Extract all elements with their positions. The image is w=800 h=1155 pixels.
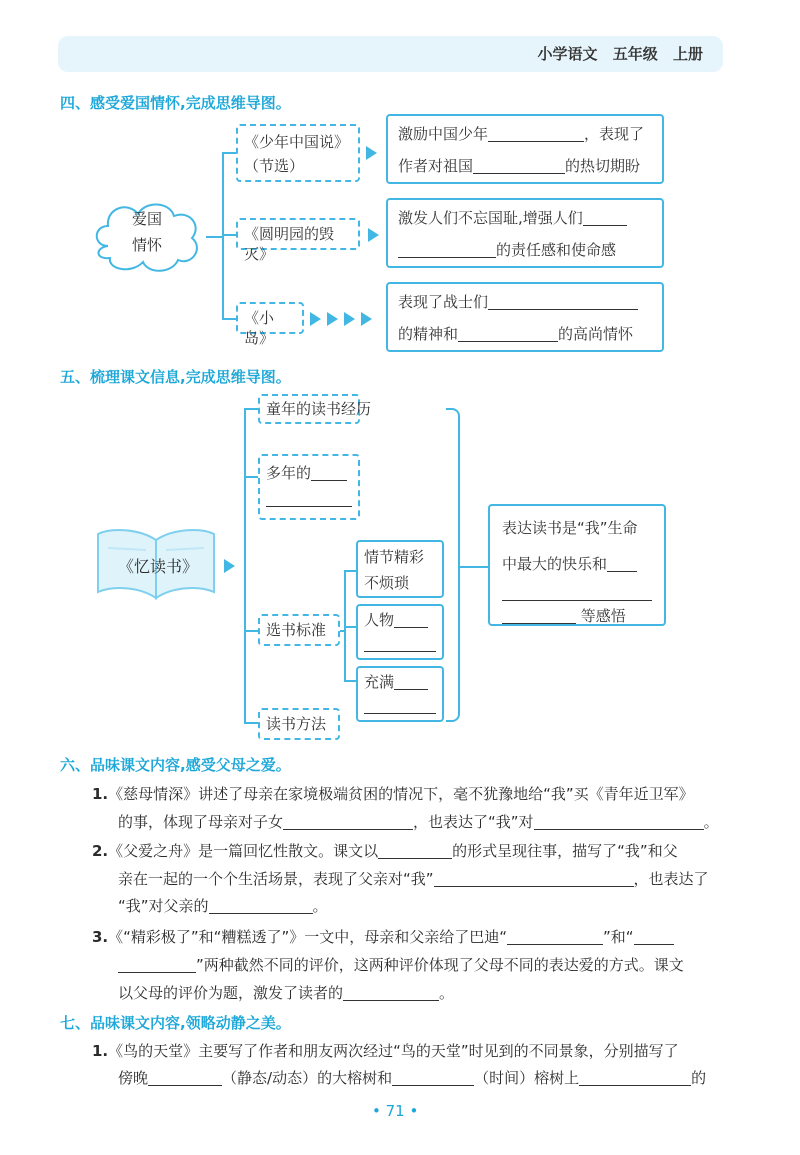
s5-sub-branch-1 xyxy=(344,570,356,572)
s5-sub-branch-3 xyxy=(344,680,356,682)
s5-sub-connector xyxy=(340,630,346,632)
result-blank-3[interactable] xyxy=(502,605,576,624)
answer-1-blank-1[interactable] xyxy=(488,123,584,142)
s5-trunk-line xyxy=(244,408,246,722)
q6-3-blank-3[interactable] xyxy=(118,954,196,973)
s5-branch-1 xyxy=(244,408,258,410)
sub-character-blank-1[interactable] xyxy=(394,609,428,628)
answer-box-1 xyxy=(386,114,664,184)
sub-full-blank-2[interactable] xyxy=(364,695,436,714)
branch-selection: 选书标准 xyxy=(258,614,340,646)
branch-years xyxy=(258,454,360,520)
s4-branch-1 xyxy=(222,152,236,154)
answer-2-text-a: 激发人们不忘国耻,增强人们 xyxy=(398,209,583,227)
q6-3-line-1: 3.《“精彩极了”和“糟糕透了”》一文中，母亲和父亲给了巴迪“ ”和“ xyxy=(92,926,674,947)
answer-3-text-a: 表现了战士们 xyxy=(398,293,489,311)
sub-full-blank-1[interactable] xyxy=(394,671,428,690)
s4-center-connector xyxy=(206,236,222,238)
header-grade: 五年级 xyxy=(612,45,658,63)
s5-result-connector xyxy=(460,566,488,568)
branch-childhood: 童年的读书经历 xyxy=(258,394,360,424)
q7-1-line-2: 傍晚 （静态/动态）的大榕树和 （时间）榕树上 的 xyxy=(118,1069,707,1087)
result-box xyxy=(488,504,666,626)
answer-1-text-d: 的热切期盼 xyxy=(565,157,641,175)
section-7-title: 七、品味课文内容,领略动静之美。 xyxy=(60,1014,291,1032)
sub-plot-line-1: 情节精彩 xyxy=(364,548,425,566)
sub-full xyxy=(356,666,444,722)
q6-3-blank-2[interactable] xyxy=(634,926,674,945)
branch-method: 读书方法 xyxy=(258,708,340,740)
q6-2-blank-1[interactable] xyxy=(378,840,452,859)
center-line-1: 爱国 xyxy=(132,210,163,228)
section-4-title: 四、感受爱国情怀,完成思维导图。 xyxy=(60,94,291,112)
text-title-1-sub: （节选） xyxy=(244,157,305,175)
header-volume: 上册 xyxy=(672,45,703,63)
answer-3-blank-2[interactable] xyxy=(458,323,558,342)
q6-2-blank-2[interactable] xyxy=(434,868,634,887)
answer-1-text-b: ，表现了 xyxy=(584,125,645,143)
header-text xyxy=(537,43,703,64)
answer-box-3 xyxy=(386,282,664,352)
s5-arrow xyxy=(224,558,235,577)
sub-character xyxy=(356,604,444,660)
result-line-3: 等感悟 xyxy=(580,607,626,625)
answer-2-blank-1[interactable] xyxy=(583,207,627,226)
page-number: • 71 • xyxy=(372,1102,419,1120)
result-line-1: 表达读书是“我”生命 xyxy=(502,519,638,537)
branch-years-blank-2[interactable] xyxy=(266,488,352,507)
q6-1-line-1: 1.《慈母情深》讲述了母亲在家境极端贫困的情况下，毫不犹豫地给“我”买《青年近卫军》 xyxy=(92,785,694,803)
sub-plot xyxy=(356,540,444,598)
sub-character-blank-2[interactable] xyxy=(364,633,436,652)
result-blank-1[interactable] xyxy=(607,553,637,572)
q6-2-line-1: 2.《父爱之舟》是一篇回忆性散文。课文以 的形式呈现往事，描写了“我”和父 xyxy=(92,842,678,860)
section-5-title: 五、梳理课文信息,完成思维导图。 xyxy=(60,368,291,386)
answer-2-text-b: 的责任感和使命感 xyxy=(496,241,617,259)
s4-branch-3 xyxy=(222,318,236,320)
q6-1-blank-1[interactable] xyxy=(283,811,413,830)
q6-2-line-3: “我”对父亲的 。 xyxy=(118,897,328,915)
result-blank-2[interactable] xyxy=(502,582,652,601)
q6-1-blank-2[interactable] xyxy=(534,811,704,830)
text-box-yuanmingyuan: 《圆明园的毁灭》 xyxy=(236,218,360,250)
q6-1-line-2: 的事，体现了母亲对子女 ，也表达了“我”对 。 xyxy=(118,813,719,831)
answer-1-blank-2[interactable] xyxy=(473,155,565,174)
s5-center-title: 《忆读书》 xyxy=(118,557,199,576)
branch-years-text: 多年的 xyxy=(266,464,312,482)
s5-branch-2 xyxy=(244,476,258,478)
q7-1-blank-1[interactable] xyxy=(148,1067,222,1086)
answer-3-text-b: 的精神和 xyxy=(398,325,459,343)
result-line-2: 中最大的快乐和 xyxy=(502,555,608,573)
answer-2-blank-2[interactable] xyxy=(398,239,496,258)
s5-sub-branch-2 xyxy=(344,626,356,628)
s5-right-bracket xyxy=(446,408,460,722)
center-line-2: 情怀 xyxy=(132,236,163,254)
header-bar xyxy=(58,36,723,72)
arrow-1 xyxy=(366,145,377,164)
s4-branch-2 xyxy=(222,234,236,236)
header-subject: 小学语文 xyxy=(537,45,598,63)
s5-branch-4 xyxy=(244,722,258,724)
sub-plot-line-2: 不烦琐 xyxy=(364,574,410,592)
q6-3-line-2: ”两种截然不同的评价，这两种评价体现了父母不同的表达爱的方式。课文 xyxy=(118,954,684,975)
q6-2-blank-3[interactable] xyxy=(209,895,313,914)
text-title-1: 《少年中国说》 xyxy=(244,133,350,151)
arrow-group-3 xyxy=(310,311,372,330)
sub-character-text: 人物 xyxy=(364,611,395,629)
answer-1-text-a: 激励中国少年 xyxy=(398,125,489,143)
q7-1-blank-3[interactable] xyxy=(579,1067,691,1086)
q6-2-line-2: 亲在一起的一个个生活场景，表现了父亲对“我” ，也表达了 xyxy=(118,870,709,888)
answer-1-text-c: 作者对祖国 xyxy=(398,157,474,175)
q6-3-line-3: 以父母的评价为题，激发了读者的 。 xyxy=(118,984,455,1002)
s5-branch-3 xyxy=(244,630,258,632)
q7-1-line-1: 1.《鸟的天堂》主要写了作者和朋友两次经过“鸟的天堂”时见到的不同景象，分别描写了 xyxy=(92,1042,679,1060)
s5-sub-trunk xyxy=(344,570,346,680)
q7-1-blank-2[interactable] xyxy=(392,1067,474,1086)
q6-3-blank-1[interactable] xyxy=(507,926,603,945)
answer-3-text-c: 的高尚情怀 xyxy=(558,325,634,343)
q6-3-blank-4[interactable] xyxy=(343,982,439,1001)
sub-full-text: 充满 xyxy=(364,673,395,691)
arrow-2 xyxy=(368,227,379,246)
branch-years-blank-1[interactable] xyxy=(311,462,347,481)
answer-3-blank-1[interactable] xyxy=(488,291,638,310)
text-box-xiaodao: 《小岛》 xyxy=(236,302,304,334)
text-box-shaonian xyxy=(236,124,360,182)
section-6-title: 六、品味课文内容,感受父母之爱。 xyxy=(60,756,291,774)
answer-box-2 xyxy=(386,198,664,268)
section-4-center xyxy=(132,206,162,258)
